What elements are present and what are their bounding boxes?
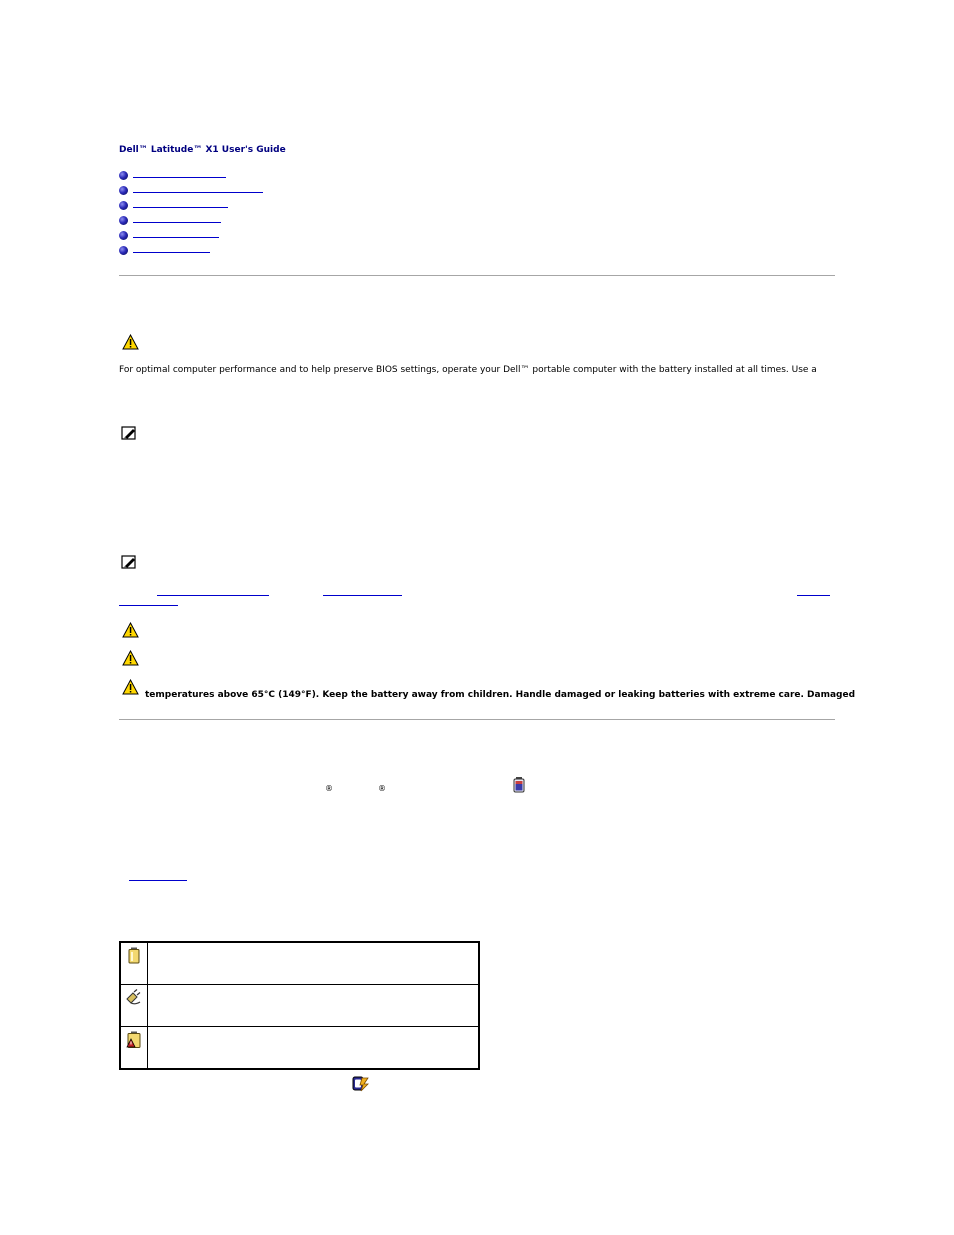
note-pencil-icon [121, 555, 137, 569]
blue-bullet-icon [119, 201, 128, 210]
note-pencil-icon [121, 426, 137, 440]
table-icon-cell [120, 942, 148, 985]
inline-link[interactable] [797, 586, 830, 596]
battery-meter-icon [512, 776, 526, 793]
table-row [120, 985, 479, 1027]
table-icon-cell [120, 1027, 148, 1070]
table-text-cell [148, 942, 480, 985]
battery-icon [127, 947, 141, 964]
power-plug-icon [125, 989, 143, 1006]
blue-bullet-icon [119, 186, 128, 195]
toc-link[interactable] [133, 228, 219, 238]
table-row [120, 1027, 479, 1070]
toc-link[interactable] [133, 168, 226, 178]
table-icon-cell [120, 985, 148, 1027]
table-row [120, 942, 479, 985]
table-text-cell [148, 1027, 480, 1070]
caution-triangle-icon [122, 679, 139, 695]
toc-link[interactable] [133, 183, 263, 193]
inline-link[interactable] [157, 586, 269, 596]
inline-link[interactable] [119, 596, 178, 606]
caution-triangle-icon [122, 650, 139, 666]
battery-warning-icon [125, 1031, 143, 1048]
battery-status-table [119, 941, 480, 1070]
table-text-cell [148, 985, 480, 1027]
section-divider [119, 719, 835, 720]
inline-link[interactable] [323, 586, 402, 596]
section-divider [119, 275, 835, 276]
toc-link[interactable] [133, 213, 221, 223]
registered-mark: ® [325, 784, 333, 793]
inline-link[interactable] [129, 871, 187, 881]
caution-triangle-icon [122, 622, 139, 638]
caution-triangle-icon [122, 334, 139, 350]
toc-link[interactable] [133, 243, 210, 253]
blue-bullet-icon [119, 216, 128, 225]
quickset-icon [352, 1075, 370, 1092]
toc-link[interactable] [133, 198, 228, 208]
battery-caution-text: temperatures above 65°C (149°F). Keep the battery away from children. Handle damaged or leaking batteries with extreme care. Damaged [145, 690, 856, 700]
guide-title: Dell™ Latitude™ X1 User's Guide [119, 145, 286, 155]
blue-bullet-icon [119, 171, 128, 180]
blue-bullet-icon [119, 231, 128, 240]
registered-mark: ® [378, 784, 386, 793]
blue-bullet-icon [119, 246, 128, 255]
battery-usage-paragraph: For optimal computer performance and to help preserve BIOS settings, operate your Dell™ portable computer with the battery installed at all times. Use a [119, 365, 817, 375]
